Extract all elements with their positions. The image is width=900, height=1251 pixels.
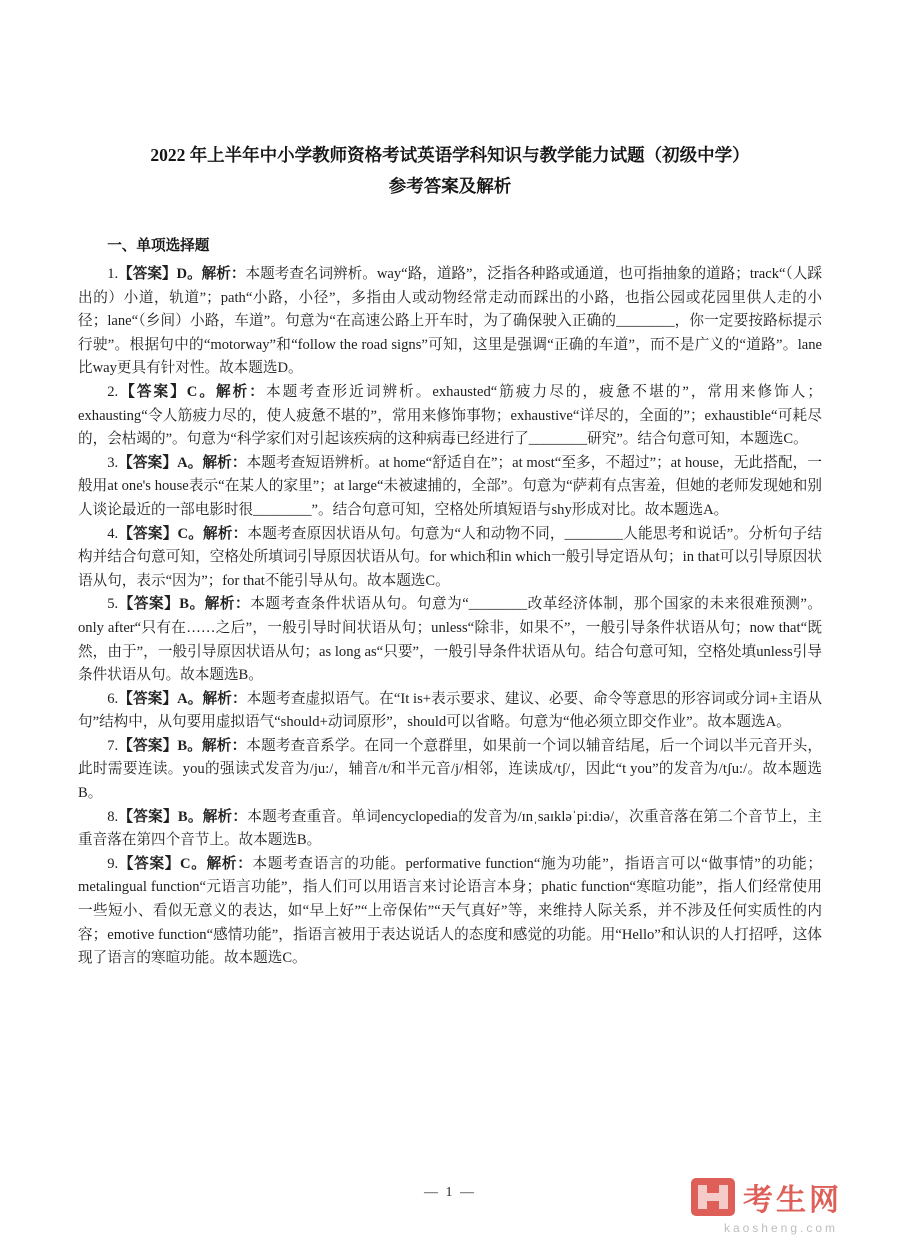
analysis-label: 解析： [202, 737, 247, 754]
answer-item-2 [78, 381, 822, 452]
answer-letter: C。 [177, 525, 204, 542]
answer-letter: C。 [186, 383, 217, 400]
question-number: 9. [107, 855, 119, 872]
answer-label: 【答案】 [118, 454, 178, 471]
answer-label: 【答案】 [118, 525, 178, 542]
answer-item-3 [78, 452, 822, 523]
answer-label: 【答案】 [118, 690, 178, 707]
question-number: 8. [107, 808, 119, 825]
watermark-row [691, 1175, 842, 1219]
answer-letter: A。 [177, 690, 203, 707]
answer-letter: B。 [177, 808, 203, 825]
analysis-text: 本题考查音系学。在同一个意群里，如果前一个词以辅音结尾，后一个词以半元音开头，此时需要连读。you的强读式发音为/ju:/，辅音/t/和半元音/j/相邻，连读成/tʃ/，因此“t you”的发音为/tʃu:/。故本题选B。 [78, 737, 822, 802]
answer-item-9 [78, 853, 822, 971]
question-number: 2. [107, 383, 119, 400]
answer-label: 【答案】 [118, 266, 177, 282]
watermark-site-name: 考生网 [743, 1184, 842, 1217]
analysis-text: 本题考查重音。单词encyclopedia的发音为/ɪnˌsaɪkləˈpi:diə/，次重音落在第二个音节上，主重音落在第四个音节上。故本题选B。 [78, 808, 822, 849]
question-number: 1. [107, 266, 119, 282]
analysis-label: 解析： [203, 525, 248, 542]
kaosheng-logo-icon [691, 1178, 735, 1216]
answer-item-6 [78, 688, 822, 735]
document-title [78, 140, 822, 202]
document-content [78, 140, 822, 971]
answer-item-5 [78, 593, 822, 687]
analysis-text: 本题考查虚拟语气。在“It is+表示要求、建议、必要、命令等意思的形容词或分词+主语从句”结构中，从句要用虚拟语气“should+动词原形”，should可以省略。句意为“他必须立即交作业”。故本题选A。 [78, 690, 822, 731]
answer-label: 【答案】 [118, 808, 178, 825]
answer-label: 【答案】 [118, 383, 187, 400]
answer-label: 【答案】 [118, 737, 178, 754]
analysis-label: 解析： [216, 383, 266, 400]
question-number: 4. [107, 525, 119, 542]
analysis-text: 本题考查条件状语从句。句意为“________改革经济体制，那个国家的未来很难预测”。only after“只有在……之后”，一般引导时间状语从句；unless“除非，如果不”，一般引导条件状语从句；now that“既然，由于”，一般引导原因状语从句；as long as“只要”，一般引导条件状语从句。结合句意可知，空格处填unless引导条件状语从句。故本题选B。 [78, 596, 822, 684]
analysis-label: 解析： [204, 596, 251, 613]
answer-letter: D。 [176, 266, 202, 282]
analysis-label: 解析： [206, 855, 253, 872]
answer-label: 【答案】 [118, 855, 181, 872]
question-number: 7. [107, 737, 119, 754]
title-line-2: 参考答案及解析 [388, 176, 512, 196]
analysis-label: 解析： [202, 690, 247, 707]
analysis-label: 解析： [201, 266, 246, 282]
watermark-site-url: kaosheng.com [723, 1221, 838, 1235]
question-number: 3. [107, 454, 119, 471]
answer-item-7 [78, 735, 822, 806]
analysis-text: 本题考查短语辨析。at home“舒适自在”；at most“至多，不超过”；at house，无此搭配，一般用at one's house表示“在某人的家里”；at large“未被逮捕的，全部”。句意为“萨莉有点害羞，但她的老师发现她和别人谈论最近的一部电影时很________”。结合句意可知，空格处所填短语与shy形成对比。故本题选A。 [78, 454, 822, 518]
answer-letter: B。 [177, 737, 203, 754]
analysis-text: 本题考查名词辨析。way“路，道路”，泛指各种路或通道，也可指抽象的道路；track“（人踩出的）小道，轨道”；path“小路，小径”，多指由人或动物经常走动而踩出的小路，也指公园或花园里供人走的小径；lane“（乡间）小路，车道”。句意为“在高速公路上开车时，为了确保驶入正确的________，你一定要按路标提示行驶”。根据句中的“motorway”和“follow the road signs”可知，这里是强调“正确的车道”，而不是广义的“道路”。lane比way更具有针对性。故本题选D。 [78, 266, 822, 377]
kaosheng-watermark [691, 1175, 842, 1235]
answer-letter: C。 [180, 855, 207, 872]
answer-letter: A。 [177, 454, 203, 471]
analysis-text: 本题考查原因状语从句。句意为“人和动物不同，________人能思考和说话”。分析句子结构并结合句意可知，空格处所填词引导原因状语从句。for which和in which一般引导定语从句；in that可以引导原因状语从句，表示“因为”；for that不能引导从句。故本题选C。 [78, 525, 822, 589]
title-line-1: 2022 年上半年中小学教师资格考试英语学科知识与教学能力试题（初级中学） [150, 145, 750, 165]
answer-letter: B。 [179, 596, 205, 613]
question-number: 5. [107, 596, 119, 613]
answer-item-8 [78, 806, 822, 853]
question-number: 6. [107, 690, 119, 707]
analysis-text: 本题考查形近词辨析。exhausted“筋疲力尽的，疲惫不堪的”，常用来修饰人；exhausting“令人筋疲力尽的，使人疲惫不堪的”，常用来修饰事物；exhaustive“详尽的，全面的”；exhaustible“可耗尽的，会枯竭的”。句意为“科学家们对引起该疾病的这种病毒已经进行了________研究”。结合句意可知，本题选C。 [78, 383, 822, 448]
section-heading: 一、单项选择题 [107, 238, 210, 254]
answer-label: 【答案】 [118, 596, 180, 613]
answer-item-1 [78, 263, 822, 381]
analysis-text: 本题考查语言的功能。performative function“施为功能”，指语言可以“做事情”的功能；metalingual function“元语言功能”，指人们可以用语言来讨论语言本身；phatic function“寒暄功能”，指人们经常使用一些短小、看似无意义的表达，如“早上好”“上帝保佑”“天气真好”等，来维持人际关系，并不涉及任何实质性的内容；emotive function“感情功能”，指语言被用于表达说话人的态度和感觉的功能。用“Hello”和认识的人打招呼，这体现了语言的寒暄功能。故本题选C。 [78, 855, 822, 967]
page-number: — 1 — [424, 1185, 476, 1200]
answer-item-4 [78, 523, 822, 594]
analysis-label: 解析： [202, 808, 248, 825]
analysis-label: 解析： [202, 454, 247, 471]
